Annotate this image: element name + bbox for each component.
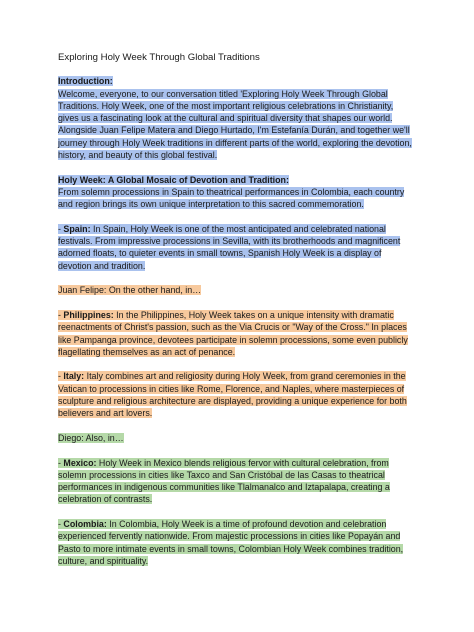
- mexico-text: Holy Week in Mexico blends religious fervor with cultural celebration, from solemn processions in cities like Taxco and San Cristóbal de las Casas to theatrical performances in indigenous communities like Tlalmanalco and Iztapalapa, creating a celebration of contrasts.: [58, 457, 390, 505]
- philippines-dash: -: [58, 309, 64, 320]
- italy-label: Italy:: [63, 371, 85, 382]
- spain-label: Spain:: [63, 223, 91, 234]
- spain-text: In Spain, Holy Week is one of the most anticipated and celebrated national festivals. From impressive processions in Sevilla, with its brotherhoods and magnificent adorned floats, to quieter events in small towns, Spanish Holy Week is a display of devotion and tradition.: [58, 223, 401, 271]
- italy-text: Italy combines art and religiosity during Holy Week, from grand ceremonies in the Vatican to processions in cities like Rome, Florence, and Naples, where masterpieces of sculpture and religious architecture are displayed, providing a unique experience for both believers and art lovers.: [58, 371, 407, 419]
- mexico-section: [58, 457, 416, 506]
- document-title: Exploring Holy Week Through Global Traditions: [58, 52, 260, 63]
- diego-transition: [58, 432, 416, 444]
- mosaic-heading: Holy Week: A Global Mosaic of Devotion and Tradition:: [58, 174, 289, 185]
- colombia-dash: -: [58, 518, 64, 529]
- mosaic-highlight: [58, 175, 404, 210]
- mosaic-section: [58, 174, 416, 211]
- intro-text: Welcome, everyone, to our conversation titled 'Exploring Holy Week Through Global Traditions. Holy Week, one of the most important religious celebrations in Christianity, gives us a fascinating look at the cultural and spiritual diversity that shapes our world. Alongside Juan Felipe Matera and Diego Hurtado, I'm Estefanía Durán, and together we'll journey through Holy Week traditions in different parts of the world, exploring the devotion, history, and beauty of this global festival.: [58, 88, 412, 161]
- italy-dash: -: [58, 371, 64, 382]
- mexico-dash: -: [58, 457, 64, 468]
- mosaic-text: From solemn processions in Spain to theatrical performances in Colombia, each country and region brings its own unique interpretation to this sacred commemoration.: [58, 186, 405, 210]
- philippines-highlight: [58, 310, 408, 357]
- juan-transition: [58, 284, 416, 296]
- intro-highlight: [58, 76, 412, 160]
- philippines-section: [58, 309, 416, 358]
- philippines-text: In the Philippines, Holy Week takes on a unique intensity with dramatic reenactments of Christ's passion, such as the Via Crucis or "Way of the Cross." In places like Pampanga province, devotees participate in solemn processions, some even publicly flagellating themselves as an act of penance.: [58, 309, 408, 357]
- mexico-label: Mexico:: [63, 457, 97, 468]
- intro-section: [58, 75, 416, 161]
- colombia-highlight: [58, 519, 403, 566]
- spain-highlight: [58, 224, 400, 271]
- diego-transition-text: Diego: Also, in…: [58, 432, 124, 443]
- mexico-highlight: [58, 458, 390, 505]
- spain-dash: -: [58, 223, 64, 234]
- colombia-text: In Colombia, Holy Week is a time of profound devotion and celebration experienced fervently nationwide. From majestic processions in cities like Popayán and Pasto to more intimate events in small towns, Colombian Holy Week combines tradition, culture, and spirituality.: [58, 518, 404, 566]
- juan-transition-text: Juan Felipe: On the other hand, in…: [58, 285, 202, 296]
- italy-section: [58, 370, 416, 419]
- italy-highlight: [58, 371, 407, 418]
- colombia-section: [58, 518, 416, 567]
- spain-section: [58, 223, 416, 272]
- philippines-label: Philippines:: [63, 309, 114, 320]
- intro-heading: Introduction:: [58, 76, 113, 87]
- colombia-label: Colombia:: [63, 518, 107, 529]
